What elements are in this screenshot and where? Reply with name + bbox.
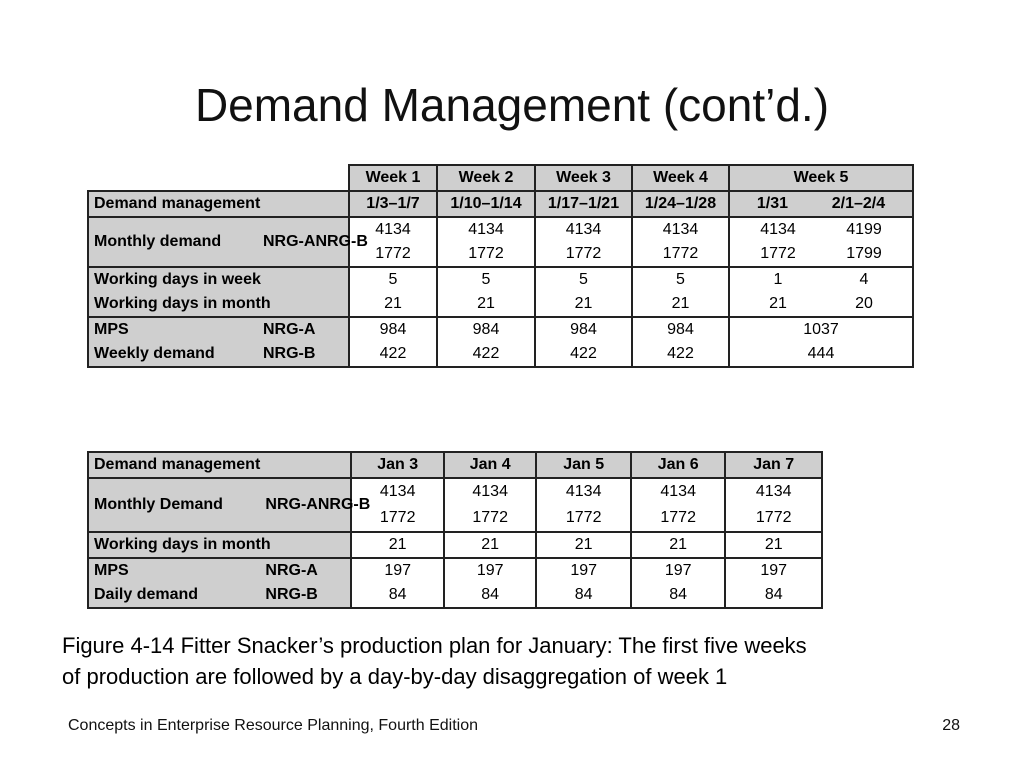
blank-corner [88, 165, 349, 191]
value: 1 [773, 271, 783, 288]
row-label: Working days in week [94, 271, 261, 288]
value: 1772 [760, 245, 796, 262]
value: 5 [481, 271, 491, 288]
value-cell [729, 217, 913, 267]
value: 444 [807, 345, 835, 362]
demand-management-label: Demand management [88, 452, 351, 478]
working-days-label: Working days in month [88, 532, 351, 558]
row-label: Monthly Demand [94, 496, 223, 513]
value: 422 [570, 345, 597, 362]
value-cell [632, 317, 729, 367]
caption-line: Figure 4-14 Fitter Snacker’s production plan for January: The first five weeks [62, 633, 807, 658]
value-cell [444, 558, 537, 608]
value: 84 [388, 586, 407, 603]
day-header: Jan 7 [725, 452, 822, 478]
value-cell [535, 317, 632, 367]
product-label: NRG-A [263, 321, 316, 338]
value: 422 [472, 345, 500, 362]
value: 4134 [660, 483, 696, 500]
value: 21 [769, 295, 787, 312]
value: 1772 [755, 509, 792, 526]
value-cell [725, 558, 822, 608]
value: 21 [477, 295, 495, 312]
value: 1772 [379, 509, 416, 526]
date-cell: 1/10–1/14 [437, 191, 535, 217]
row-label: MPS [94, 321, 129, 338]
week-5-header: Week 5 [729, 165, 913, 191]
product-label: NRG-A [265, 496, 318, 513]
slide-title: Demand Management (cont’d.) [194, 79, 830, 131]
value: 984 [379, 321, 407, 338]
value-cell [536, 558, 631, 608]
monthly-demand-label [88, 217, 368, 267]
week-2-header: Week 2 [437, 165, 535, 191]
value: 984 [472, 321, 500, 338]
date-cell: 1/17–1/21 [535, 191, 632, 217]
value: 1772 [472, 509, 508, 526]
value: 1799 [846, 245, 882, 262]
value-cell [535, 267, 632, 317]
monthly-demand-label [88, 478, 371, 532]
mps-row [88, 558, 822, 608]
value: 20 [855, 295, 873, 312]
value: 84 [764, 586, 783, 603]
row-label: Working days in month [94, 295, 271, 312]
value: 197 [384, 562, 412, 579]
value: 21 [384, 295, 402, 312]
day-header: Jan 5 [536, 452, 631, 478]
monthly-demand-row [88, 478, 822, 532]
value-cell: 21 [725, 532, 822, 558]
row-label: Daily demand [94, 586, 199, 603]
value: 4134 [468, 221, 504, 238]
value: 1772 [468, 245, 504, 262]
value-cell: 21 [444, 532, 537, 558]
value: 1772 [662, 245, 699, 262]
value: 422 [379, 345, 407, 362]
value-cell [349, 267, 437, 317]
value-cell [729, 267, 913, 317]
mps-labels [88, 317, 349, 367]
value: 1772 [660, 509, 696, 526]
value: 197 [664, 562, 692, 579]
value-cell [349, 317, 437, 367]
value: 84 [574, 586, 593, 603]
value: 4134 [662, 221, 699, 238]
product-label: NRG-B [263, 345, 316, 362]
week-header-row [88, 165, 913, 191]
value-cell [725, 478, 822, 532]
caption-line: of production are followed by a day-by-day disaggregation of week 1 [62, 664, 728, 689]
row-label: MPS [94, 562, 129, 579]
value-cell: 21 [351, 532, 444, 558]
value-cell [349, 217, 437, 267]
weekly-demand-table [87, 164, 914, 368]
value: 4 [859, 271, 869, 288]
value-cell [631, 478, 726, 532]
value: 1772 [565, 509, 602, 526]
product-label: NRG-A [263, 233, 316, 250]
value-cell [437, 267, 535, 317]
demand-management-label: Demand management [88, 191, 349, 217]
value: 84 [481, 586, 500, 603]
product-label: NRG-B [315, 233, 368, 250]
day-header: Jan 4 [444, 452, 537, 478]
value: 984 [667, 321, 694, 338]
date-cell: 1/3–1/7 [349, 191, 437, 217]
row-label: Weekly demand [94, 345, 215, 362]
value: 1772 [565, 245, 602, 262]
value: 197 [760, 562, 788, 579]
date-cell: 1/31 [756, 195, 788, 212]
value: 4134 [472, 483, 508, 500]
day-header: Jan 6 [631, 452, 726, 478]
mps-labels [88, 558, 351, 608]
value: 1772 [375, 245, 411, 262]
footer-text: Concepts in Enterprise Resource Planning, Fourth Edition [68, 717, 478, 734]
row-label: Monthly demand [94, 233, 222, 250]
value: 21 [574, 295, 593, 312]
page-number: 28 [942, 717, 960, 734]
value: 5 [676, 271, 685, 288]
product-label: NRG-A [265, 562, 318, 579]
value-cell [437, 217, 535, 267]
date-row [88, 191, 913, 217]
daily-demand-table [87, 451, 823, 609]
value: 197 [476, 562, 504, 579]
value: 84 [669, 586, 688, 603]
value-cell [351, 478, 444, 532]
value-cell [729, 317, 913, 367]
value-cell [536, 478, 631, 532]
value-cell: 21 [536, 532, 631, 558]
value: 984 [570, 321, 597, 338]
value-cell [632, 267, 729, 317]
date-cell: 1/24–1/28 [632, 191, 729, 217]
figure-caption [62, 630, 962, 692]
value: 4134 [760, 221, 796, 238]
value: 1037 [803, 321, 839, 338]
value: 4134 [565, 483, 602, 500]
day-header: Jan 3 [351, 452, 444, 478]
working-days-row [88, 267, 913, 317]
date-cell: 2/1–2/4 [831, 195, 886, 212]
value: 21 [671, 295, 690, 312]
week-4-header: Week 4 [632, 165, 729, 191]
value-cell [444, 478, 537, 532]
value: 4134 [375, 221, 411, 238]
monthly-demand-row [88, 217, 913, 267]
value-cell [535, 217, 632, 267]
working-days-row [88, 532, 822, 558]
value: 5 [579, 271, 588, 288]
day-header-row [88, 452, 822, 478]
value: 4134 [565, 221, 602, 238]
product-label: NRG-B [317, 496, 371, 513]
value: 422 [667, 345, 694, 362]
product-label: NRG-B [265, 586, 318, 603]
value: 5 [388, 271, 398, 288]
value: 197 [570, 562, 598, 579]
value-cell [631, 558, 726, 608]
value: 4134 [379, 483, 416, 500]
value: 4199 [846, 221, 882, 238]
week-5-dates [729, 191, 913, 217]
value-cell [351, 558, 444, 608]
working-days-labels [88, 267, 349, 317]
value-cell [632, 217, 729, 267]
week-3-header: Week 3 [535, 165, 632, 191]
week-1-header: Week 1 [349, 165, 437, 191]
mps-row [88, 317, 913, 367]
value-cell: 21 [631, 532, 726, 558]
value-cell [437, 317, 535, 367]
value: 4134 [755, 483, 792, 500]
